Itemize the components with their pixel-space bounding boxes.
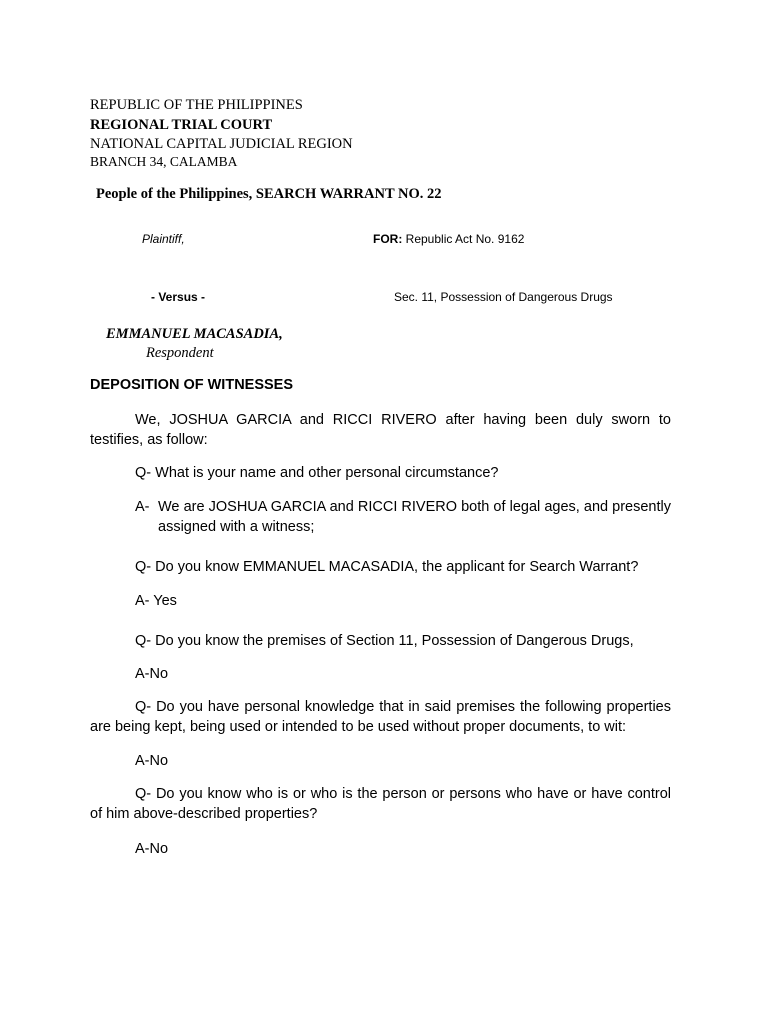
respondent-name: EMMANUEL MACASADIA, (106, 326, 283, 342)
charge-line (373, 232, 524, 246)
question-2: Q- Do you know EMMANUEL MACASADIA, the applicant for Search Warrant? (135, 559, 639, 575)
question-5: Q- Do you know who is or who is the person or persons who have or have control of him above-described properties? (90, 786, 671, 822)
answer-2: A- Yes (135, 593, 177, 609)
plaintiff-label: Plaintiff, (142, 232, 185, 246)
respondent-label: Respondent (146, 345, 214, 361)
question-1: Q- What is your name and other personal circumstance? (135, 465, 499, 481)
deposition-heading: DEPOSITION OF WITNESSES (90, 377, 294, 393)
intro-paragraph: We, JOSHUA GARCIA and RICCI RIVERO after having been duly sworn to testifies, as follow: (90, 412, 671, 448)
versus-label: - Versus - (151, 290, 206, 304)
answer-5: A-No (135, 841, 169, 857)
answer-1-label: A- (135, 499, 150, 515)
case-title: People of the Philippines, SEARCH WARRANT NO. 22 (96, 186, 442, 202)
answer-4: A-No (135, 753, 169, 769)
question-4: Q- Do you have personal knowledge that in said premises the following properties are being kept, being used or intended to be used without proper documents, to wit: (90, 699, 671, 735)
for-label: FOR: (373, 232, 403, 246)
header-court: REGIONAL TRIAL COURT (90, 117, 273, 133)
offense-label: Sec. 11, Possession of Dangerous Drugs (394, 290, 613, 304)
header-region: NATIONAL CAPITAL JUDICIAL REGION (90, 136, 353, 152)
header-republic: REPUBLIC OF THE PHILIPPINES (90, 97, 303, 113)
for-value: Republic Act No. 9162 (405, 232, 525, 246)
answer-3: A-No (135, 666, 169, 682)
question-3: Q- Do you know the premises of Section 11, Possession of Dangerous Drugs, (135, 633, 634, 649)
answer-1-text: We are JOSHUA GARCIA and RICCI RIVERO both of legal ages, and presently assigned with a witness; (158, 499, 671, 535)
header-branch: BRANCH 34, CALAMBA (90, 154, 238, 169)
answer-1 (135, 497, 671, 537)
